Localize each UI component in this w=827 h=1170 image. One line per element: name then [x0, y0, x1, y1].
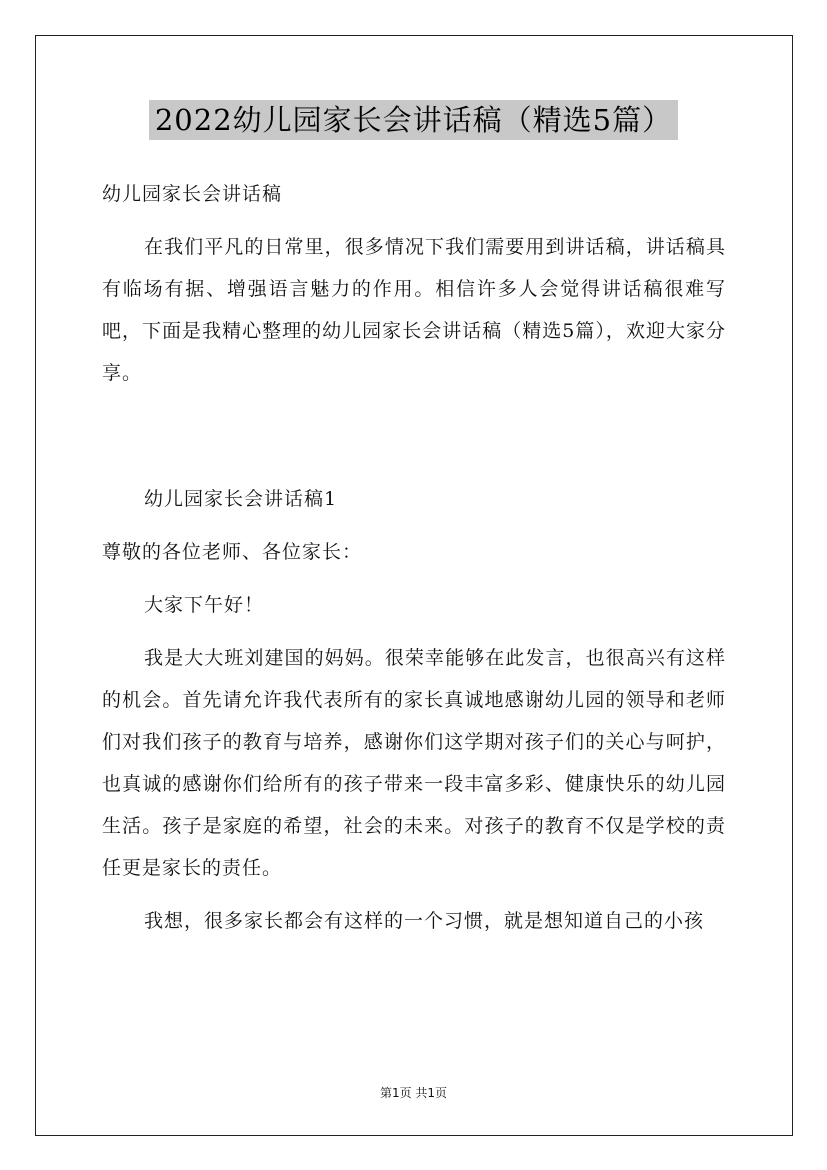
body-paragraph-2: 我想，很多家长都会有这样的一个习惯，就是想知道自己的小孩: [144, 910, 705, 932]
salutation: 尊敬的各位老师、各位家长：: [102, 541, 363, 563]
intro-paragraph: 在我们平凡的日常里，很多情况下我们需要用到讲话稿，讲话稿具有临场有据、增强语言魅力的作用。相信许多人会觉得讲话稿很难写吧，下面是我精心整理的幼儿园家长会讲话稿（精选5篇），欢迎大家分享。: [102, 236, 726, 384]
section-heading: 幼儿园家长会讲话稿1: [144, 488, 338, 510]
greeting: 大家下午好！: [144, 594, 265, 616]
document-title: 2022幼儿园家长会讲话稿（精选5篇）: [149, 100, 678, 140]
body-paragraph-1: 我是大大班刘建国的妈妈。很荣幸能够在此发言，也很高兴有这样的机会。首先请允许我代表所有的家长真诚地感谢幼儿园的领导和老师们对我们孩子的教育与培养，感谢你们这学期对孩子们的关心与呵护，也真诚的感谢你们给所有的孩子带来一段丰富多彩、健康快乐的幼儿园生活。孩子是家庭的希望，社会的未来。对孩子的教育不仅是学校的责任更是家长的责任。: [102, 647, 726, 879]
document-subtitle: 幼儿园家长会讲话稿: [102, 183, 283, 205]
document-title-wrapper: [0, 100, 827, 140]
document-body: [102, 173, 726, 942]
page-footer: 第1页 共1页: [379, 1086, 448, 1100]
